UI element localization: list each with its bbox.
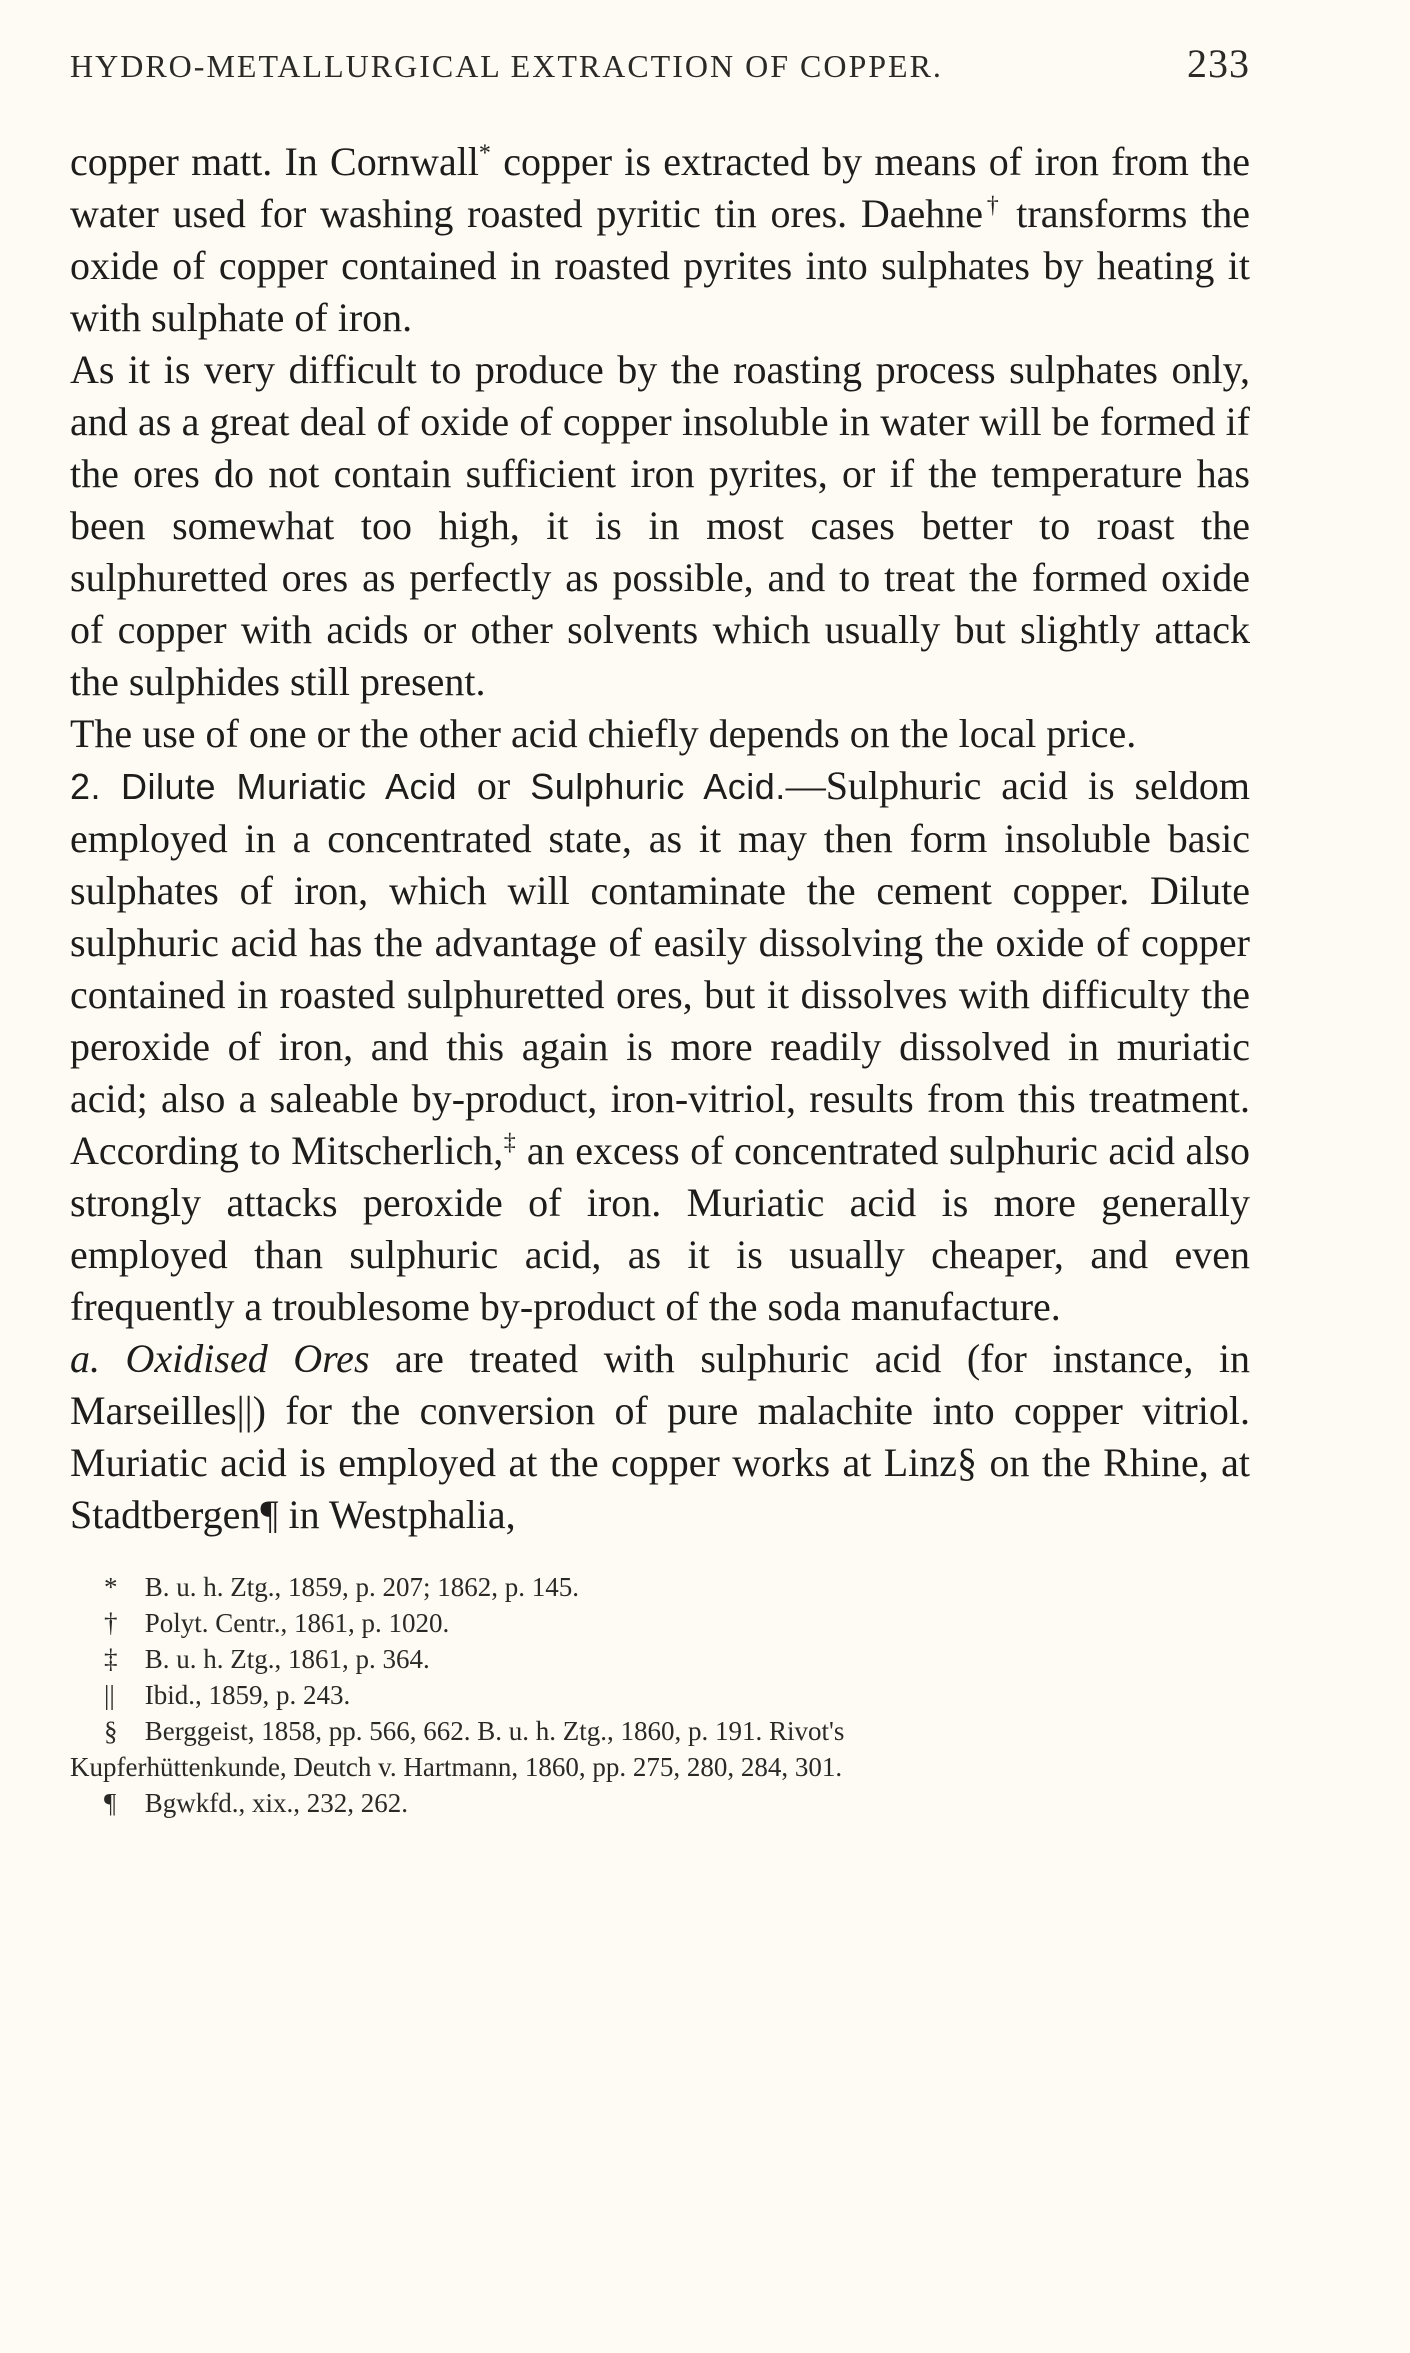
running-head-title: HYDRO-METALLURGICAL EXTRACTION OF COPPER. xyxy=(70,48,943,84)
footnote-text: Ibid., 1859, p. 243. xyxy=(144,1680,351,1710)
paragraph-3: The use of one or the other acid chiefly depends on the local price. xyxy=(70,711,1137,756)
footnote-text: Bgwkfd., xix., 232, 262. xyxy=(144,1788,408,1818)
footnote-mark: || xyxy=(104,1680,115,1710)
footnote-text: B. u. h. Ztg., 1861, p. 364. xyxy=(144,1644,430,1674)
footnote-ref-parallel: || xyxy=(236,1388,253,1433)
page-number: 233 xyxy=(1187,41,1250,86)
footnote-6 xyxy=(70,1785,1250,1821)
footnote-text: Berggeist, 1858, pp. 566, 662. B. u. h. Ztg., 1860, p. 191. Rivot's xyxy=(144,1716,845,1746)
paragraph-5-text-d: in Westphalia, xyxy=(278,1492,516,1537)
paragraph-5-text-b: ) for the conversion of pure malachite into copper vitriol. Muriatic acid is employed at the copper works at Linz xyxy=(70,1388,1250,1485)
paragraph-1-text-b: copper is extracted by means of iron from the water used for washing roasted pyritic tin ores. Daehne xyxy=(70,139,1250,236)
subsection-heading: Oxidised Ores xyxy=(125,1336,370,1381)
section-heading-sulphuric: Sulphuric Acid. xyxy=(530,766,786,807)
footnote-2 xyxy=(70,1605,1250,1641)
footnote-ref-double-dagger: ‡ xyxy=(503,1129,517,1156)
footnote-ref-asterisk: * xyxy=(478,140,491,167)
footnote-mark: † xyxy=(104,1608,118,1638)
footnote-mark: ¶ xyxy=(104,1788,117,1818)
subsection-label: a. xyxy=(70,1336,100,1381)
footnote-ref-dagger: † xyxy=(983,192,1003,219)
paragraph-5-text-a: are treated with sulphuric acid (for instance, in Marseilles xyxy=(70,1336,1250,1433)
paragraph-4 xyxy=(70,760,1250,1333)
paragraph-5-text-c: on the Rhine, at Stadtbergen xyxy=(70,1440,1251,1537)
section-heading-muriatic: Dilute Muriatic Acid xyxy=(120,766,457,807)
book-page xyxy=(70,40,1250,1821)
paragraph-4-text-b: an excess of concentrated sulphuric acid also strongly attacks peroxide of iron. Muriatic acid is more generally employed than sulphuric acid, as it is usually cheaper, and even frequently a troublesome by-product of the soda manufacture. xyxy=(70,1128,1250,1329)
footnote-ref-pilcrow: ¶ xyxy=(260,1492,279,1537)
footnotes xyxy=(70,1569,1250,1821)
footnote-text: B. u. h. Ztg., 1859, p. 207; 1862, p. 145. xyxy=(144,1572,580,1602)
paragraph-1-text-c: transforms the oxide of copper contained in roasted pyrites into sulphates by heating it with sulphate of iron. xyxy=(70,191,1250,340)
paragraph-1 xyxy=(70,136,1250,344)
footnote-text: Polyt. Centr., 1861, p. 1020. xyxy=(144,1608,450,1638)
footnote-3 xyxy=(70,1641,1250,1677)
footnote-5 xyxy=(70,1713,1250,1749)
footnote-5-continued: Kupferhüttenkunde, Deutch v. Hartmann, 1860, pp. 275, 280, 284, 301. xyxy=(70,1752,843,1782)
footnote-4 xyxy=(70,1677,1250,1713)
paragraph-1-text-a: copper matt. In Cornwall xyxy=(70,139,479,184)
footnote-1 xyxy=(70,1569,1250,1605)
paragraph-5 xyxy=(70,1333,1250,1541)
footnote-ref-section: § xyxy=(957,1440,978,1485)
footnote-mark: § xyxy=(104,1716,118,1746)
paragraph-2: As it is very difficult to produce by the roasting process sulphates only, and as a great deal of oxide of copper insoluble in water will be formed if the ores do not contain sufficient iron pyrites, or if the temperature has been somewhat too high, it is in most cases better to roast the sulphuretted ores as perfectly as possible, and to treat the formed oxide of copper with acids or other solvents which usually but slightly attack the sulphides still present. xyxy=(70,347,1250,704)
section-heading-or: or xyxy=(456,763,531,808)
body-text xyxy=(70,136,1250,1541)
footnote-mark: * xyxy=(104,1572,118,1602)
running-head xyxy=(70,40,1250,96)
footnote-mark: ‡ xyxy=(104,1644,118,1674)
section-number: 2. xyxy=(70,766,102,807)
paragraph-4-text-a: —Sulphuric acid is seldom employed in a concentrated state, as it may then form insoluble basic sulphates of iron, which will contaminate the cement copper. Dilute sulphuric acid has the advantage of easily dissolving the oxide of copper contained in roasted sulphuretted ores, but it dissolves with difficulty the peroxide of iron, and this again is more readily dissolved in muriatic acid; also a saleable by-product, iron-vitriol, results from this treatment. According to Mitscherlich, xyxy=(70,763,1251,1173)
